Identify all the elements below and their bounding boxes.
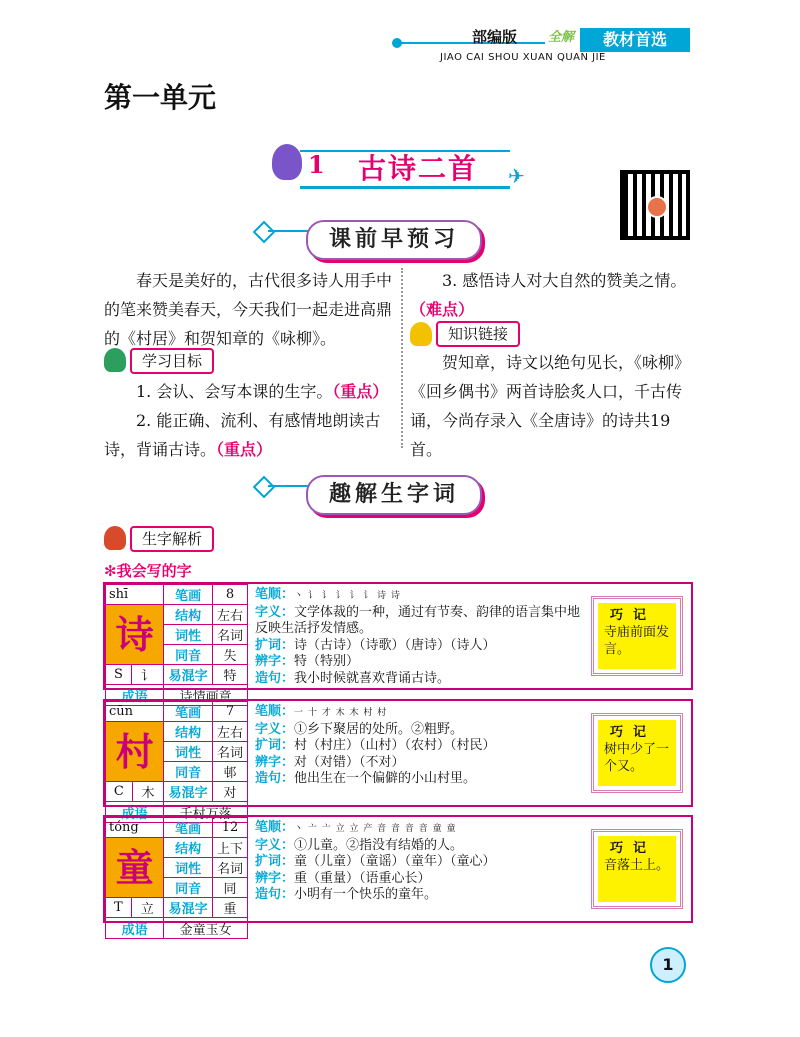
radical: 讠 <box>131 665 163 685</box>
index-letter: C <box>106 782 133 802</box>
meaning: ①乡下聚居的处所。②粗野。 <box>294 721 464 737</box>
knowledge-paragraph: 贺知章，诗文以绝句见长，《咏柳》《回乡偶书》两首诗脍炙人口，千古传诵，今尚存录入《全唐诗》的诗共19首。 <box>410 353 691 459</box>
label-idiom: 成语 <box>106 802 164 823</box>
structure: 左右 <box>213 722 248 742</box>
memory-tip <box>598 720 676 786</box>
character-details <box>255 704 585 788</box>
memory-tip-box <box>591 596 683 676</box>
structure: 左右 <box>213 605 248 625</box>
label-sentence: 造句： <box>255 771 295 786</box>
memory-tip <box>598 836 676 902</box>
pinyin: shī <box>109 587 129 602</box>
character-details <box>255 820 585 904</box>
header-logo: 全解 <box>548 30 575 45</box>
goal-2-tag: （重点） <box>216 440 273 459</box>
goal-3-text: 3. 感悟诗人对大自然的赞美之情。 <box>442 271 687 290</box>
intro-paragraph: 春天是美好的，古代很多诗人用手中的笔来赞美春天，今天我们一起走进高鼎的《村居》和贺知章的《咏柳》。 <box>104 271 393 348</box>
goal-1 <box>104 377 394 406</box>
character-card <box>103 582 693 705</box>
meaning: ①儿童。②指没有结婚的人。 <box>294 837 464 853</box>
detail-meaning <box>255 838 585 855</box>
meaning: 文学体裁的一种，通过有节奏、韵律的语言集中地反映生活抒发情感。 <box>255 604 581 636</box>
banner-hex-icon <box>253 476 276 499</box>
expand-words: 诗（古诗）（诗歌）（唐诗）（诗人） <box>294 637 496 653</box>
label-strokes: 笔画 <box>164 702 213 722</box>
stroke-count: 8 <box>213 585 248 605</box>
detail-meaning <box>255 722 585 739</box>
detail-order <box>255 587 585 605</box>
idiom: 千村万落 <box>164 802 248 823</box>
character-card <box>103 815 693 938</box>
homophone: 邨 <box>213 762 248 782</box>
label-expand: 扩词： <box>255 738 295 753</box>
student-icon <box>104 526 126 550</box>
label-order: 笔顺： <box>255 587 295 602</box>
unit-title: 第一单元 <box>104 81 217 114</box>
homophone: 同 <box>213 878 248 898</box>
goal-1-text: 1. 会认、会写本课的生字。 <box>136 382 333 401</box>
memory-tip-title: 巧记 <box>610 608 657 623</box>
memory-tip-title: 巧记 <box>610 725 657 740</box>
detail-sentence <box>255 887 585 904</box>
header-edition: 部编版 <box>472 28 518 46</box>
distinguish: 对（对错）（不对） <box>294 754 405 770</box>
lesson-number: 1 <box>308 150 325 179</box>
homophone: 失 <box>213 645 248 665</box>
label-strokes: 笔画 <box>164 585 213 605</box>
section-banner-preview <box>306 220 482 260</box>
detail-expand <box>255 854 585 871</box>
banner-hex-icon <box>253 221 276 244</box>
example-sentence: 他出生在一个偏僻的小山村里。 <box>294 771 477 786</box>
label-expand: 扩词： <box>255 637 295 653</box>
banner-line <box>268 485 308 487</box>
radical: 立 <box>131 898 164 918</box>
label-confusable: 易混字 <box>164 782 213 802</box>
label-meaning: 字义： <box>255 604 295 620</box>
sponge-icon <box>410 322 432 346</box>
idiom: 金童玉女 <box>164 918 248 939</box>
label-distinguish: 辨字： <box>255 754 295 770</box>
label-distinguish: 辨字： <box>255 654 295 669</box>
page-number: 1 <box>650 947 686 983</box>
label-pos: 词性 <box>164 742 213 762</box>
part-of-speech: 名词 <box>213 625 248 645</box>
stroke-order: 一 十 才 木 木 村 村 <box>294 708 388 718</box>
stroke-count: 7 <box>213 702 248 722</box>
label-pos: 词性 <box>164 625 213 645</box>
expand-words: 童（儿童）（童谣）（童年）（童心） <box>294 854 496 869</box>
header-rule <box>395 42 545 44</box>
column-divider <box>401 268 403 448</box>
detail-distinguish <box>255 871 585 888</box>
label-idiom: 成语 <box>106 685 164 706</box>
goal-3-tag: （难点） <box>410 300 475 319</box>
label-homophone: 同音 <box>164 645 213 665</box>
goal-1-tag: （重点） <box>332 382 389 401</box>
header-pinyin: JIAO CAI SHOU XUAN QUAN JIE <box>440 52 606 63</box>
part-of-speech: 名词 <box>213 858 248 878</box>
section-title-preview: 课前早预习 <box>328 227 459 252</box>
detail-expand <box>255 638 585 655</box>
goal-3 <box>410 266 696 324</box>
character-table <box>105 584 248 706</box>
label-strokes: 笔画 <box>164 818 213 838</box>
structure: 上下 <box>213 838 248 858</box>
airplane-icon: ✈ <box>508 164 525 188</box>
detail-expand <box>255 738 585 755</box>
big-character: 童 <box>113 846 157 890</box>
index-letter: T <box>106 898 132 918</box>
student-icon <box>104 348 126 372</box>
goals-label: 学习目标 <box>130 348 214 374</box>
character-details <box>255 587 585 687</box>
section-title-vocab: 趣解生字词 <box>328 482 459 507</box>
label-confusable: 易混字 <box>164 898 213 918</box>
label-homophone: 同音 <box>164 878 213 898</box>
idiom: 诗情画意 <box>164 685 248 706</box>
distinguish: 特（特别） <box>294 654 360 669</box>
radical: 木 <box>132 782 164 802</box>
knowledge-label: 知识链接 <box>436 321 520 347</box>
pinyin: cūn <box>109 704 134 719</box>
pinyin: tóng <box>109 820 139 835</box>
label-confusable: 易混字 <box>164 665 213 685</box>
example-sentence: 小明有一个快乐的童年。 <box>294 887 438 902</box>
header-brand: 教材首选 <box>580 28 690 52</box>
detail-sentence <box>255 671 585 688</box>
label-meaning: 字义： <box>255 837 295 853</box>
big-character: 村 <box>113 730 157 774</box>
label-expand: 扩词： <box>255 854 295 869</box>
detail-order <box>255 820 585 838</box>
label-structure: 结构 <box>164 722 213 742</box>
banner-line <box>268 230 308 232</box>
confusable: 对 <box>213 782 248 802</box>
analysis-label: 生字解析 <box>130 526 214 552</box>
label-distinguish: 辨字： <box>255 870 295 886</box>
character-table <box>105 817 248 939</box>
detail-sentence <box>255 771 585 788</box>
memory-tip <box>598 603 676 669</box>
example-sentence: 我小时候就喜欢背诵古诗。 <box>294 670 451 686</box>
mascot-icon <box>272 144 302 180</box>
label-idiom: 成语 <box>106 918 164 939</box>
distinguish: 重（重量）（语重心长） <box>294 870 431 886</box>
label-structure: 结构 <box>164 838 213 858</box>
stroke-order: 丶 讠 讠 讠 讠 讠 诗 诗 <box>294 591 402 601</box>
memory-tip-box <box>591 829 683 909</box>
label-structure: 结构 <box>164 605 213 625</box>
write-label: ✻我会写的字 <box>104 562 192 580</box>
part-of-speech: 名词 <box>213 742 248 762</box>
lesson-title: 古诗二首 <box>358 152 479 185</box>
memory-tip-text: 寺庙前面发言。 <box>604 625 670 657</box>
confusable: 重 <box>213 898 248 918</box>
detail-meaning <box>255 605 585 638</box>
detail-distinguish <box>255 755 585 772</box>
qr-logo-icon <box>646 196 668 218</box>
label-sentence: 造句： <box>255 670 295 686</box>
character-card <box>103 699 693 822</box>
character-table <box>105 701 248 823</box>
stroke-order: 丶 亠 亠 立 立 产 音 音 音 音 童 童 <box>294 824 457 834</box>
label-homophone: 同音 <box>164 762 213 782</box>
label-pos: 词性 <box>164 858 213 878</box>
label-sentence: 造句： <box>255 887 295 902</box>
index-letter: S <box>106 665 132 685</box>
big-character: 诗 <box>113 613 157 657</box>
stroke-count: 12 <box>213 818 248 838</box>
section-banner-vocab <box>306 475 482 515</box>
expand-words: 村（村庄）（山村）（农村）（村民） <box>294 738 496 753</box>
memory-tip-title: 巧记 <box>610 841 657 856</box>
goal-2-text: 2. 能正确、流利、有感情地朗读古诗，背诵古诗。 <box>104 411 381 459</box>
label-order: 笔顺： <box>255 704 295 719</box>
detail-order <box>255 704 585 722</box>
detail-distinguish <box>255 654 585 671</box>
confusable: 特 <box>213 665 248 685</box>
memory-tip-text: 音落土上。 <box>604 858 670 873</box>
label-meaning: 字义： <box>255 721 295 737</box>
goal-2 <box>104 406 394 464</box>
label-order: 笔顺： <box>255 820 295 835</box>
memory-tip-box <box>591 713 683 793</box>
memory-tip-text: 树中少了一个又。 <box>604 742 670 774</box>
